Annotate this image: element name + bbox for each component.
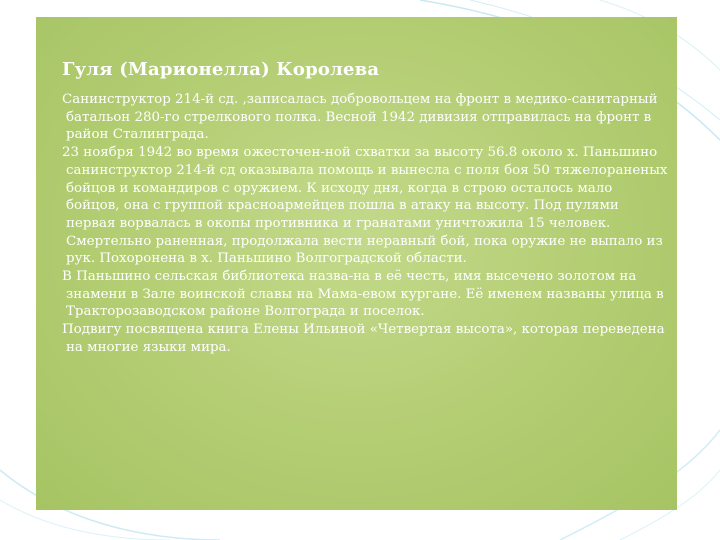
paragraph-memory: В Паньшино сельская библиотека назва-на в её честь, имя высечено золотом на знамени в Зале воинской славы на Мама-евом кургане. Её именем названы улица в Тракторозаводском районе Волгограда и поселок. [62,269,664,320]
slide-title: Гуля (Марионелла) Королева [62,59,380,80]
paragraph-battle: 23 ноября 1942 во время ожесточен-ной схватки за высоту 56.8 около х. Паньшино санинструктор 214-й сд оказывала помощь и вынесла с поля боя 50 тяжелораненых бойцов и командиров с оружием. К исходу дня, когда в строю осталось мало бойцов, она с группой красноармейцев пошла в атаку на высоту. Под пулями первая ворвалась в окопы противника и гранатами уничтожила 15 человек. Смертельно раненная, продолжала вести неравный бой, пока оружие не выпало из рук. Похоронена в х. Паньшино Волгоградской области. [62,145,668,267]
paragraph-book: Подвигу посвящена книга Елены Ильиной «Четвертая высота», которая переведена на многие языки мира. [62,322,665,355]
paragraph-bio: Санинструктор 214-й сд. ,записалась добровольцем на фронт в медико-санитарный батальон 280-го стрелкового полка. Весной 1942 дивизия отправилась на фронт в район Сталинграда. [62,92,658,143]
slide-content [62,58,668,357]
